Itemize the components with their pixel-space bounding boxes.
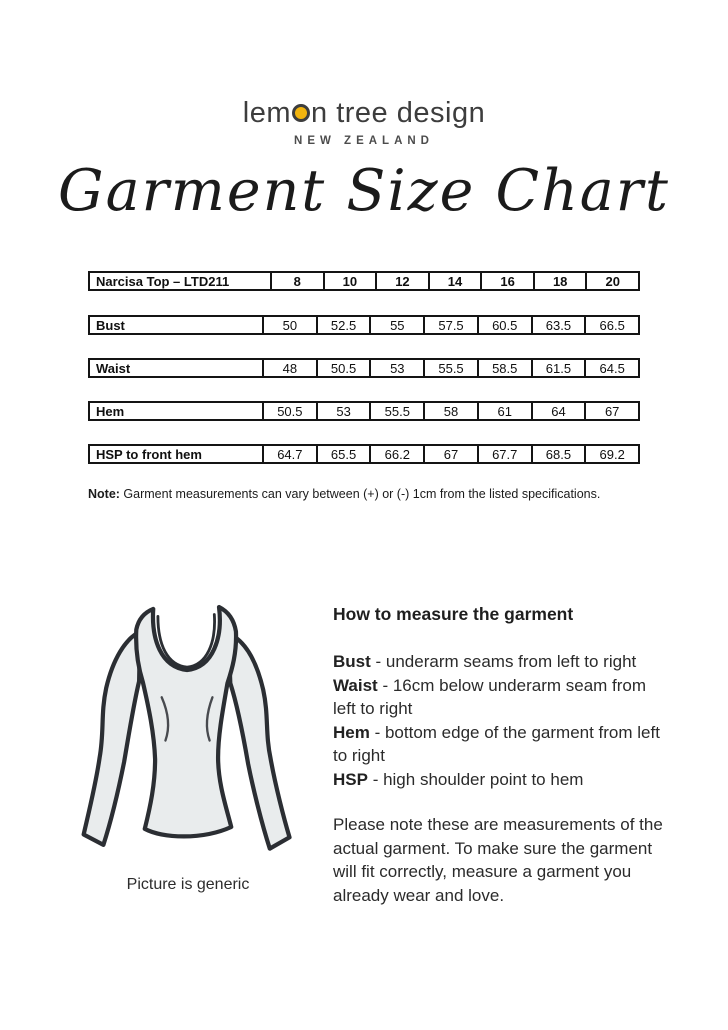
measure-term: Bust: [333, 652, 371, 671]
measurement-value: 67: [604, 403, 620, 419]
measurement-value: 50.5: [264, 403, 318, 419]
measurement-label: Bust: [90, 317, 264, 333]
measure-item-waist: [333, 674, 669, 721]
size-header-cell: 14: [430, 273, 483, 289]
size-chart-row-bust: [88, 315, 640, 335]
measure-guide-heading: How to measure the garment: [333, 604, 574, 624]
measure-term: Waist: [333, 675, 378, 695]
measurement-value: 53: [318, 403, 372, 419]
measure-guide: [333, 604, 669, 907]
size-header-cell: 18: [535, 273, 588, 289]
measurement-value: 55.5: [371, 403, 425, 419]
measurement-value: 66.2: [371, 446, 425, 462]
measurement-value: 66.5: [599, 317, 625, 333]
measure-item-bust: [333, 650, 669, 674]
measurement-value: 52.5: [318, 317, 372, 333]
measure-desc: - 16cm below underarm seam from left to right: [333, 675, 647, 718]
product-label: Narcisa Top – LTD211: [90, 273, 272, 289]
measurement-label: HSP to front hem: [90, 446, 264, 462]
measurement-value: 67.7: [479, 446, 533, 462]
measurement-value: 57.5: [425, 317, 479, 333]
note-text: Garment measurements can vary between (+) or (-) 1cm from the listed specifications.: [119, 487, 601, 501]
tolerance-note: [88, 487, 600, 501]
measurement-value: 60.5: [479, 317, 533, 333]
measure-note-paragraph: Please note these are measurements of the actual garment. To make sure the garment will fit correctly, measure a garment you already wear and love.: [333, 815, 663, 905]
measurement-label: Hem: [90, 403, 264, 419]
garment-illustration: [62, 592, 314, 874]
right-sleeve: [228, 633, 289, 848]
size-header-cell: 20: [605, 273, 620, 289]
measurement-value: 64.7: [264, 446, 318, 462]
size-chart-row-waist: [88, 358, 640, 378]
measurement-value: 68.5: [533, 446, 587, 462]
measurement-value: 67: [425, 446, 479, 462]
brand-name-pre: lem: [242, 97, 292, 129]
measurement-value: 63.5: [533, 317, 587, 333]
size-header-cell: 8: [272, 273, 325, 289]
size-header-cell: 12: [377, 273, 430, 289]
measure-item-hem: [333, 721, 669, 768]
lemon-dot-icon: [292, 104, 310, 122]
measurement-value: 55.5: [425, 360, 479, 376]
measurement-value: 53: [371, 360, 425, 376]
measure-desc: - bottom edge of the garment from left to right: [333, 722, 660, 765]
measure-desc: - high shoulder point to hem: [367, 769, 584, 789]
measurement-value: 50: [264, 317, 318, 333]
brand-name: [0, 97, 728, 130]
measurement-value: 64: [533, 403, 587, 419]
illustration-caption: Picture is generic: [126, 876, 250, 893]
measure-item-hsp: [333, 768, 669, 792]
size-header-cell: 16: [482, 273, 535, 289]
size-header-cell: 10: [325, 273, 378, 289]
long-sleeve-top-drawing: [62, 592, 314, 874]
measurement-label: Waist: [90, 360, 264, 376]
size-chart-row-hsp: [88, 444, 640, 464]
measurement-value: 58: [425, 403, 479, 419]
measure-term: Hem: [333, 722, 370, 742]
measure-term: HSP: [333, 769, 368, 789]
left-sleeve: [84, 631, 140, 844]
brand-logo: [0, 97, 728, 147]
measure-desc: - underarm seams from left to right: [370, 652, 637, 671]
measurement-value: 61.5: [533, 360, 587, 376]
size-chart-header-row: [88, 271, 640, 291]
measurement-value: 48: [264, 360, 318, 376]
note-label: Note:: [88, 487, 120, 501]
measurement-value: 64.5: [599, 360, 625, 376]
measurement-value: 58.5: [479, 360, 533, 376]
measurement-value: 65.5: [318, 446, 372, 462]
measurement-value: 50.5: [318, 360, 372, 376]
measurement-value: 55: [371, 317, 425, 333]
measurement-value: 61: [479, 403, 533, 419]
torso: [136, 607, 236, 836]
brand-country: NEW ZEALAND: [294, 135, 434, 147]
size-chart-row-hem: [88, 401, 640, 421]
measurement-value: 69.2: [599, 446, 625, 462]
brand-name-post: n tree design: [311, 97, 486, 129]
page-title: Garment Size Chart: [58, 158, 670, 224]
